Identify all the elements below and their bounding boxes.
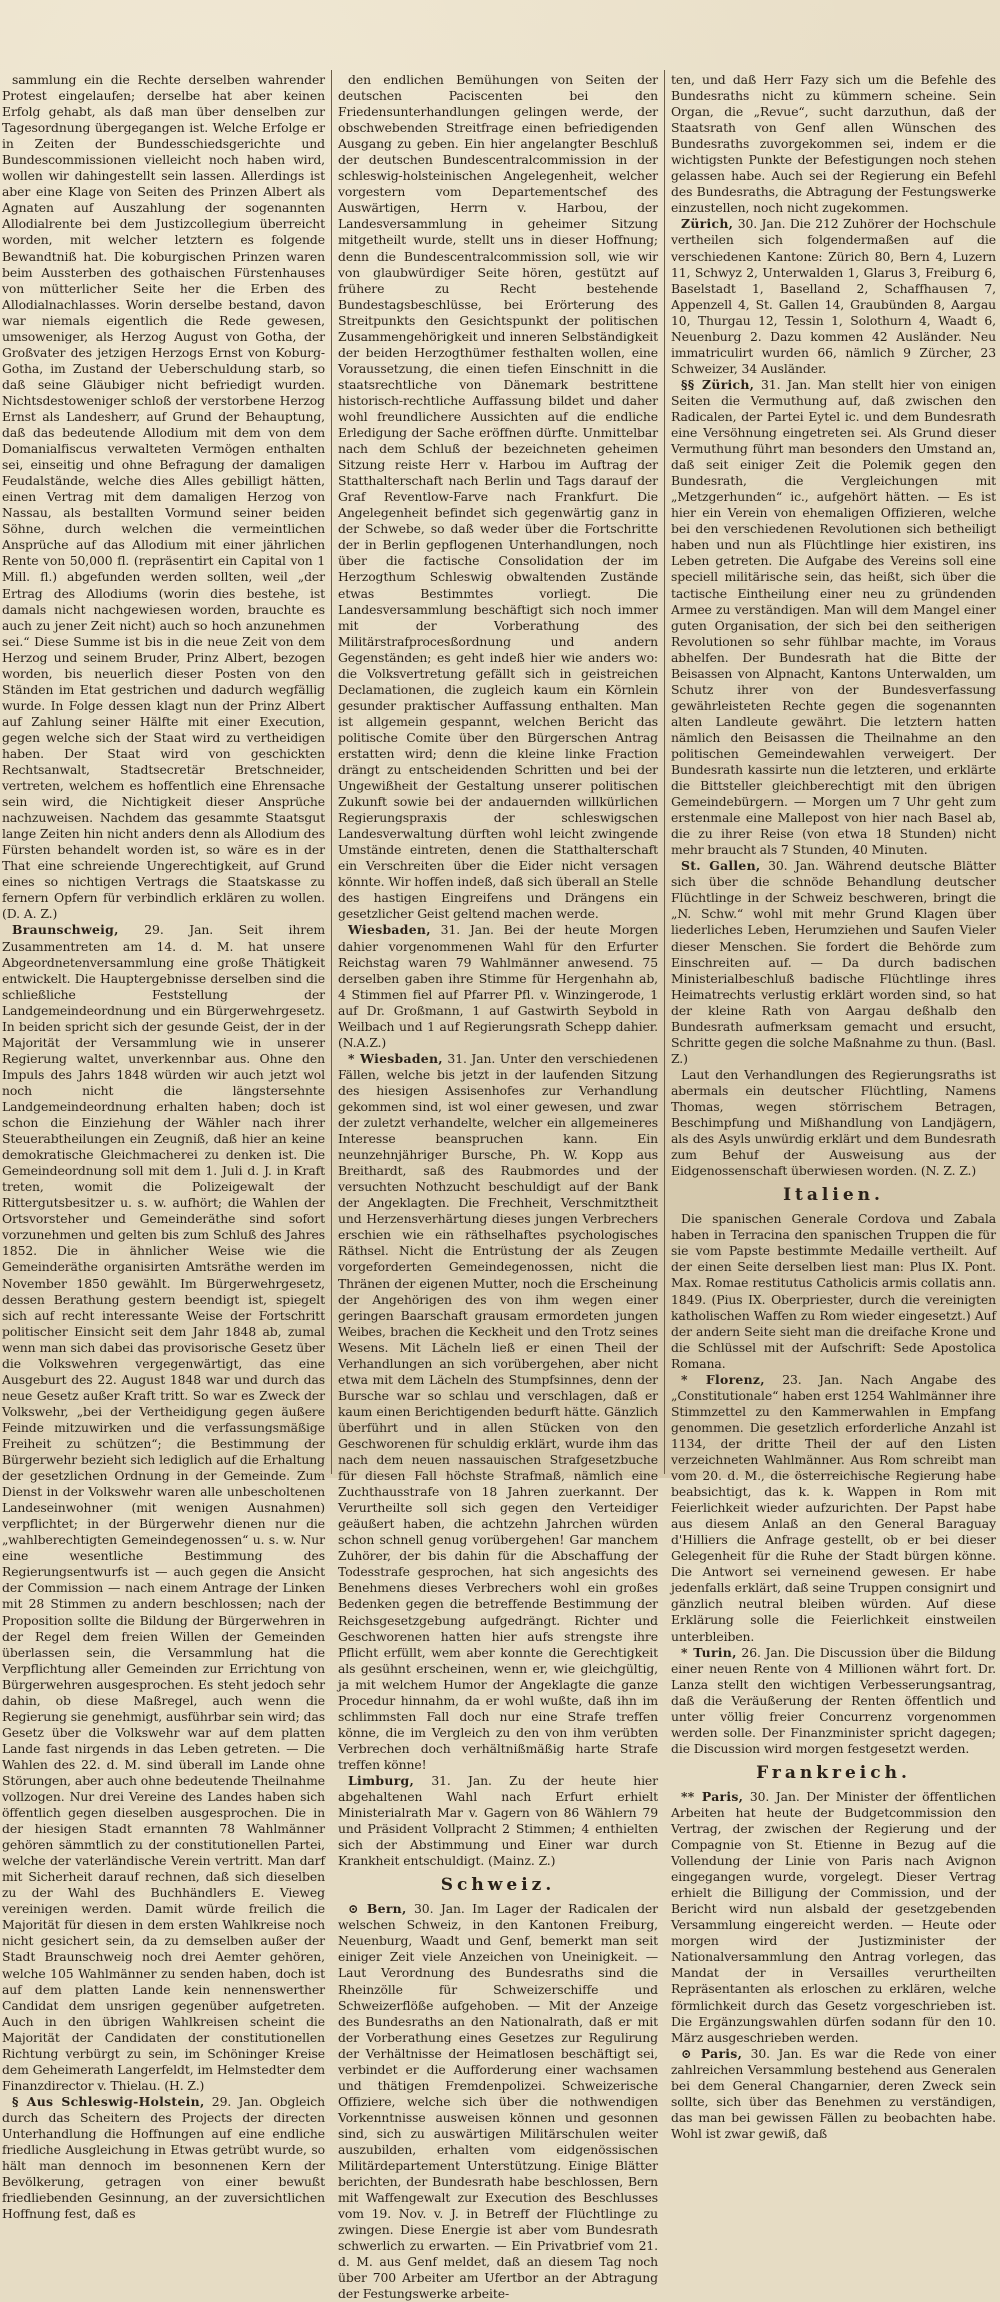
article-paragraph	[2, 922, 325, 2093]
article-text: 31. Jan. Zu der heute hier abgehaltenen Wahl nach Erfurt erhielt Ministerialrath Mar v. Gagern von 86 Wählern 79 und Präsident Vollpracht 2 Stimmen; 4 enthielten sich der Abstimmung und Einer war durch Krankheit entschuldigt. (Mainz. Z.)	[338, 1772, 658, 1869]
article-text: Laut den Verhandlungen des Regierungsraths ist abermals ein deutscher Flüchtling, Namens Thomas, wegen störrischem Betragen, Beschimpfung und Mißhandlung von Landjägern, als des Asyls unwürdig erklärt und dem Bundesrath zum Behuf der Ausweisung aus der Eidgenossenschaft überwiesen worden. (N. Z. Z.)	[671, 1066, 996, 1179]
article-text: 30. Jan. Es war die Rede von einer zahlreichen Versammlung bestehend aus Generalen bei dem General Changarnier, deren Zweck sein sollte, sich über das Benehmen zu verständigen, das man bei gewissen Fällen zu beobachten habe. Wohl ist zwar gewiß, daß	[671, 2045, 996, 2141]
article-text: 30. Jan. Im Lager der Radicalen der welschen Schweiz, in den Kantonen Freiburg, Neuenburg, Waadt und Genf, bemerkt man seit einiger Zeit viele Anzeichen von Uneinigkeit. — Laut Verordnung des Bundesraths sind die Rheinzölle für Schweizerschiffe und Schweizerflöße aufgehoben. — Mit der Anzeige des Bundesraths an den Nationalrath, daß er mit der Vorberathung eines Gesetzes zur Regulirung der Verhältnisse der Heimatlosen beschäftigt sei, verbindet er die Aufforderung einer wachsamen und thätigen Fremdenpolizei. Schweizerische Offiziere, welche sich über die nothwendigen Vorkenntnisse ausweisen können und gesonnen sind, sich zu auswärtigen Militärschulen weiter auszubilden, erhalten vom eidgenössischen Militärdepartement Unterstützung. Einige Blätter berichten, der Bundesrath habe beschlossen, Bern mit Waffengewalt zur Execution des Beschlusses vom 19. Nov. v. J. in Betreff der Flüchtlinge zu zwingen. Diese Energie ist aber vom Bundesrath schwerlich zu erwarten. — Ein Privatbrief vom 21. d. M. aus Genf meldet, daß an diesem Tag noch über 700 Arbeiter am Ufertbor an der Abtragung der Festungswerke arbeite-	[338, 1901, 658, 2302]
article-text: 23. Jan. Nach Angabe des „Constitutionale“ haben erst 1254 Wahlmänner ihre Stimmzettel zu den Kammerwahlen in Empfang genommen. Die gesetzlich erforderliche Anzahl ist 1134, der dritte Theil der auf den Listen verzeichneten Wahlmänner. Aus Rom schreibt man vom 20. d. M., die österreichische Regierung habe beabsichtigt, das k. k. Wappen in Rom mit Feierlichkeit wieder aufzurichten. Der Papst habe aus diesem Anlaß an den General Baraguay d'Hilliers die Anfrage gestellt, ob er bei dieser Gelegenheit für die Ruhe der Stadt bürgen könne. Die Antwort sei verneinend gewesen. Er habe jedenfalls erklärt, daß seine Truppen consignirt und gänzlich neutral bleiben würden. Auf diese Erklärung solle die Feierlichkeit einstweilen unterbleiben.	[671, 1371, 996, 1644]
column-3	[671, 72, 996, 2141]
article-paragraph	[338, 1773, 658, 1869]
article-text: 29. Jan. Seit ihrem Zusammentreten am 14. d. M. hat unsere Abgeordnetenversammlung eine große Thätigkeit entwickelt. Die Hauptergebnisse derselben sind die schließliche Feststellung der Landgemeindeordnung und ein Bürgerwehrgesetz. In beiden spricht sich der gesunde Geist, der in der Majorität der Versammlung wie in unserer Regierung waltet, unverkennbar aus. Ohne den Impuls des Jahrs 1848 würden wir auch jetzt wol noch nicht die längstersehnte Landgemeindeordnung erhalten haben; doch ist schon die Einziehung der Wähler nach ihrer Steuerabtheilungen ein Zeugniß, daß hier an keine demokratische Gleichmacherei zu denken ist. Die Gemeindeordnung soll mit dem 1. Juli d. J. in Kraft treten, womit die Polizeigewalt der Rittergutsbesitzer u. s. w. aufhört; die Wahlen der Ortsvorsteher und Gemeinderäthe sind sofort vorzunehmen und gelten bis zum Schluß des Jahres 1852. Die in ähnlicher Weise wie die Gemeinderäthe organisirten Amtsräthe werden im November 1850 gewählt. Im Bürgerwehrgesetz, dessen Berathung gestern beendigt ist, spiegelt sich auf recht interessante Weise der Fortschritt politischer Einsicht seit dem Jahr 1848 ab, zumal wenn man sich dabei das provisorische Gesetz über die Volkswehren vergegenwärtigt, das eine Ausgeburt des 22. August 1848 war und durch das neue Gesetz außer Kraft tritt. So war es Zweck der Volkswehr, „bei der Vertheidigung gegen äußere Feinde mitzuwirken und die verfassungsmäßige Freiheit zu schützen“; die Bestimmung der Bürgerwehr bezieht sich lediglich auf die Erhaltung der gesetzlichen Ordnung in der Gemeinde. Zum Dienst in der Volkswehr waren alle unbescholtenen Landeseinwohner (mit wenigen Ausnahmen) verpflichtet; in der Bürgerwehr dienen nur die „wahlberechtigten Gemeindegenossen“ u. s. w. Nur eine wesentliche Bestimmung des Regierungsentwurfs ist — auch gegen die Ansicht der Commission — nach einem Antrage der Linken mit 28 Stimmen zu andern beschlossen; nach der Proposition sollte die Bildung der Bürgerwehren in der Regel dem freien Willen der Gemeinden überlassen sein, die Versammlung hat die Verpflichtung aller Gemeinden zur Errichtung von Bürgerwehren ausgesprochen. Es steht jedoch sehr dahin, ob diese Maßregel, auch wenn die Regierung sie genehmigt, ausführbar sein wird; das Gesetz über die Volkswehr war auf dem platten Lande fast nirgends in das Leben getreten. — Die Wahlen des 22. d. M. sind überall im Lande ohne Störungen, aber auch ohne bedeutende Theilnahme vollzogen. Nur drei Vereine des Landes haben sich öffentlich gegen dieselben ausgesprochen. Die in der hiesigen Stadt ernannten 78 Wahlmänner gehören sämmtlich zu der constitutionellen Partei, welche der vaterländische Verein vertritt. Man darf mit Sicherheit darauf rechnen, daß sich dieselben zu der Wahl des Buchhändlers E. Vieweg vereinigen werden. Damit würde freilich die Majorität für diesen in dem ersten Wahlkreise noch nicht gesichert sein, da zu demselben außer der Stadt Braunschweig noch drei Aemter gehören, welche 105 Wahlmänner zu senden haben, doch ist auf dem platten Lande kein nennenswerther Candidat dem unsrigen gegenüber aufgetreten. Auch in den übrigen Wahlkreisen scheint die Majorität der Candidaten der constitutionellen Richtung verbürgt zu sein, im Schöninger Kreise dem Geheimerath Langerfeldt, im Helmstedter dem Finanzdirector v. Thielau. (H. Z.)	[2, 922, 325, 2093]
article-paragraph	[671, 377, 996, 858]
article-text: 30. Jan. Während deutsche Blätter sich über die schnöde Behandlung deutscher Flüchtlinge in der Schweiz beschweren, bringt die „N. Schw.“ wohl mit mehr Grund Klagen über liederliches Leben, Herumziehen und Saufen Vieler dieser Menschen. Sie fordert die Behörde zum Einschreiten auf. — Da durch badischen Ministerialbeschluß badische Flüchtlinge ihres Heimatrechts verlustig erklärt worden sind, so hat der kleine Rath von Aargau deßhalb den Bundesrath aufmerksam gemacht und ersucht, Schritte gegen die solche Maßnahme zu thun. (Basl. Z.)	[671, 858, 996, 1066]
dateline: Wiesbaden,	[348, 922, 431, 938]
dateline: § Aus Schleswig-Holstein,	[12, 2093, 205, 2109]
article-text: 31. Jan. Bei der heute Morgen dahier vorgenommenen Wahl für den Erfurter Reichstag waren 79 Wahlmänner anwesend. 75 derselben gaben ihre Stimme für Hergenhahn ab, 4 Stimmen fiel auf Pfarrer Pfl. v. Winzingerode, 1 auf Dr. Großmann, 1 auf Gastwirth Seybold in Weilbach und 1 auf Regierungsrath Schepp dahier. (N.A.Z.)	[338, 922, 658, 1050]
article-paragraph	[338, 1051, 658, 1773]
dateline: * Florenz,	[681, 1371, 765, 1387]
article-text: 26. Jan. Die Discussion über die Bildung einer neuen Rente von 4 Millionen währt fort. Dr. Lanza stellt den wichtigen Verbesserungsantrag, daß die Veräußerung der Renten öffentlich und unter völlig freier Concurrenz vorgenommen werden solle. Der Finanzminister spricht dagegen; die Discussion wird morgen festgesetzt werden.	[671, 1644, 996, 1756]
dateline: ** Paris,	[681, 1788, 744, 1804]
article-paragraph	[671, 1645, 996, 1757]
dateline: St. Gallen,	[681, 858, 761, 874]
dateline: Braunschweig,	[12, 922, 119, 938]
column-1	[2, 72, 325, 2222]
column-2	[338, 72, 658, 2302]
section-heading-schweiz: Schweiz.	[440, 1875, 556, 1896]
article-text: 30. Jan. Die 212 Zuhörer der Hochschule vertheilen sich folgendermaßen auf die verschiedenen Kantone: Zürich 80, Bern 4, Luzern 11, Schwyz 2, Unterwalden 1, Glarus 3, Freiburg 6, Baselstadt 1, Baselland 2, Schaffhausen 7, Appenzell 4, St. Gallen 14, Graubünden 8, Aargau 10, Thurgau 12, Tessin 1, Solothurn 4, Waadt 6, Neuenburg 2. Dazu kommen 42 Ausländer. Neu immatriculirt wurden 66, nämlich 9 Zürcher, 23 Schweizer, 34 Ausländer.	[671, 216, 996, 376]
dateline: ⊙ Bern,	[348, 1901, 407, 1917]
article-text: 31. Jan. Man stellt hier von einigen Seiten die Vermuthung auf, daß zwischen den Radicalen, der Partei Eytel ic. und dem Bundesrath eine Versöhnung eingetreten sei. Als Grund dieser Vermuthung führt man besonders den Umstand an, daß seit einiger Zeit die Polemik gegen den Bundesrath, die Vergleichungen mit „Metzgerhunden“ ic., aufgehört hätten. — Es ist hier ein Verein von ehemaligen Offizieren, welche bei den verschiedenen Revolutionen sich betheiligt haben und nun als Flüchtlinge hier existiren, ins Leben getreten. Die Aufgabe des Vereins soll eine speciell militärische sein, das heißt, sich über die tactische Eintheilung einer neu zu gründenden Armee zu verständigen. Man will dem Mangel einer guten Organisation, der sich bei den seitherigen Revolutionen so sehr fühlbar machte, im Voraus abhelfen. Der Bundesrath hat die Bitte der Beisassen von Alpnacht, Kantons Unterwalden, um Schutz ihrer von der Bundesverfassung gewährleisteten Rechte gegen die sogenannten alten Landleute gewährt. Die letztern hatten nämlich den Beisassen die Theilnahme an den politischen Gemeindewahlen verweigert. Der Bundesrath kassirte nun die letzteren, und erklärte die Bittsteller gleichberechtigt mit den übrigen Gemeindebürgern. — Morgen um 7 Uhr geht zum erstenmale eine Mallepost von hier nach Basel ab, die zu ihrer Reise (von etwa 18 Stunden) nicht mehr braucht als 7 Stunden, 40 Minuten.	[671, 376, 996, 858]
dateline: * Turin,	[681, 1644, 737, 1660]
section-heading-frankreich: Frankreich.	[756, 1762, 911, 1783]
dateline: Limburg,	[348, 1772, 415, 1788]
article-text: 29. Jan. Obgleich durch das Scheitern des Projects der directen Unterhandlung die Hoffnungen auf eine endliche friedliche Ausgleichung in Etwas getrübt wurde, so hält man dennoch im besonnenen Kern der Bevölkerung, getragen von einer bewußt friedliebenden Gesinnung, an der zuversichtlichen Hoffnung fest, daß es	[2, 2093, 325, 2222]
dateline: §§ Zürich,	[681, 376, 755, 392]
article-paragraph	[2, 2094, 325, 2222]
article-paragraph	[338, 1901, 658, 2302]
article-paragraph	[671, 2046, 996, 2142]
article-paragraph	[671, 216, 996, 376]
article-paragraph	[671, 858, 996, 1067]
article-text: 31. Jan. Unter den verschiedenen Fällen, welche bis jetzt in der laufenden Sitzung des hiesigen Assisenhofes zur Verhandlung gekommen sind, ist wol einer gewesen, und zwar der zuletzt verhandelte, welcher ein allgemeineres Interesse beanspruchen kann. Ein neunzehnjähriger Bursche, Ph. W. Kopp aus Breithardt, saß des Raubmordes und der versuchten Nothzucht beschuldigt auf der Bank der Angeklagten. Die Frechheit, Verschmitztheit und Herzensverhärtung dieses jungen Verbrechers erschien wie ein räthselhaftes psychologisches Räthsel. Nicht die Entrüstung der als Zeugen vorgeforderten Gemeindegenossen, nicht die Thränen der eigenen Mutter, noch die Erscheinung der Angehörigen des von ihm wegen einer geringen Baarschaft grausam ermordeten jungen Weibes, brachen die Keckheit und den Trotz seines Wesens. Mit Lächeln ließ er einen Theil der Verhandlungen an sich vorübergehen, aber nicht etwa mit dem Lächeln des Stumpfsinnes, denn der Bursche war so schlau und verschlagen, daß er kaum einen Berichtigenden bedurft hätte. Gänzlich überführt und in allen Stücken von den Geschworenen für schuldig erklärt, wurde ihm das nach dem neuen nassauischen Strafgesetzbuche für diesen Fall höchste Strafmaß, nämlich eine Zuchthausstrafe von 18 Jahren zuerkannt. Der Verurtheilte soll sich gegen den Verteidiger geäußert haben, die achtzehn Jahrchen würden schon schnell genug vorübergehen! Gar manchem Zuhörer, der bis dahin für die Abschaffung der Todesstrafe gesprochen, hat sich angesichts des Benehmens dieses Verbrechers wohl ein großes Bedenken gegen die betreffende Bestimmung der Reichsgesetzgebung aufgedrängt. Richter und Geschworenen hatten hier aufs strengste ihre Pflicht erfüllt, wem aber konnte die Gerechtigkeit als gesühnt erscheinen, wenn er, wie gleichgültig, ja mit welchem Humor der Angeklagte die ganze Procedur hinnahm, da er wohl wußte, daß ihn im schlimmsten Fall doch nur eine Strafe treffen könne, die im Vergleich zu den von ihm verübten Verbrechen doch verhältnißmäßig harte Strafe treffen könne!	[338, 1050, 658, 1772]
dateline: Zürich,	[681, 216, 734, 232]
article-paragraph	[671, 1372, 996, 1645]
article-text: den endlichen Bemühungen von Seiten der deutschen Paciscenten bei den Friedensunterhandlungen gelingen werde, der obschwebenden Streitfrage einen befriedigenden Ausgang zu geben. Ein hier angelangter Beschluß der deutschen Bundescentralcommission in der schleswig-holsteinischen Angelegenheit, welcher vorgestern vom Departementschef des Auswärtigen, Herrn v. Harbou, der Landesversammlung in geheimer Sitzung mitgetheilt wurde, stellt uns in dieser Hoffnung; denn die Bundescentralcommission soll, wie wir von glaubwürdiger Seite hören, gestützt auf frühere zu Recht bestehende Bundestagsbeschlüsse, bei Erörterung des Streitpunkts den Gesichtspunkt der politischen Zusammengehörigkeit und inneren Selbständigkeit der beiden Herzogthümer festhalten wollen, eine Voraussetzung, die einen tiefen Einschnitt in die staatsrechtliche von Dänemark bestrittene historisch-rechtliche Auffassung bildet und daher wohl freundlichere Aussichten auf die endliche Erledigung der Sache eröffnen dürfte. Unmittelbar nach dem Schluß der bezeichneten geheimen Sitzung reiste Herr v. Harbou im Auftrag der Statthalterschaft nach Berlin und Tags darauf der Graf Reventlow-Farve nach Frankfurt. Die Angelegenheit befindet sich gegenwärtig ganz in der Schwebe, so daß weder über die Fortschritte der in Berlin gepflogenen Unterhandlungen, noch über die factische Consolidation der im Herzogthum Schleswig obwaltenden Zustände etwas Bestimmtes vorliegt. Die Landesversammlung beschäftigt sich noch immer mit der Vorberathung des Militärstrafprocesßordnung und andern Gegenständen; es geht indeß hier wie anders wo: die Volksvertretung gefällt sich in geistreichen Declamationen, die zugleich kaum ein Körnlein gesunder praktischer Auffassung enthalten. Man ist allgemein gespannt, welchen Bericht das politische Comite über den Bürgerschen Antrag erstatten wird; denn die kleine linke Fraction drängt zu entscheidenden Schritten und bei der Ungewißheit der Gestaltung unserer politischen Zukunft sowie bei der andauernden willkürlichen Regierungspraxis der schleswigschen Landesverwaltung dürften wohl leicht zwingende Umstände eintreten, denen die Statthalterschaft ein Verschreiten über die Eider nicht versagen könnte. Wir hoffen indeß, daß sich überall an Stelle des hastigen Eingreifens und Drängens ein gesetzlicher Geist geltend machen werde.	[338, 72, 658, 922]
article-text: 30. Jan. Der Minister der öffentlichen Arbeiten hat heute der Budgetcommission den Vertrag, der zwischen der Regierung und der Compagnie von St. Etienne in Bezug auf die Vollendung der Linie von Paris nach Avignon eingegangen wurde, vorgelegt. Dieser Vertrag erhielt die Billigung der Commission, und der Bericht wird nun alsbald der gesetzgebenden Versammlung eingereicht werden. — Heute oder morgen wird der Justizminister der Nationalversammlung den Antrag vorlegen, das Mandat der in Versailles verurtheilten Repräsentanten als erloschen zu erklären, welche förmlichkeit durch das Gesetz vorgeschrieben ist. Die Ergänzungswahlen dürfen sodann für den 10. März ausgeschrieben werden.	[671, 1788, 996, 2045]
column-rule	[331, 70, 332, 1474]
article-text: sammlung ein die Rechte derselben wahrender Protest eingelaufen; derselbe hat aber keinen Erfolg gehabt, als daß man über denselben zur Tagesordnung übergegangen ist. Welche Erfolge er in Zeiten der Bundesschiedsgerichte und Bundescommissionen vielleicht noch haben wird, wollen wir dahingestellt sein lassen. Allerdings ist aber eine Klage von Seiten des Prinzen Albert als Agnaten auf Auszahlung der sogenannten Allodialrente bei dem Justizcollegium überreicht worden, mit welcher letztern es folgende Bewandtniß hat. Die koburgischen Prinzen waren beim Aussterben des gothaischen Fürstenhauses von mütterlicher Seite her die Erben des Allodialnachlasses. Worin derselbe bestand, davon war niemals eigentlich die Rede gewesen, umsoweniger, als Herzog August von Gotha, der Großvater des jetzigen Herzogs Ernst von Koburg-Gotha, im Zustand der Ueberschuldung starb, so daß seine Gläubiger nicht befriedigt wurden. Nichtsdestoweniger schloß der verstorbene Herzog Ernst als Landesherr, auf Grund der Behauptung, daß das bedeutende Allodium mit dem von dem Domanialfiscus verwalteten Vermögen enthalten sei, einseitig und ohne Befragung der damaligen Feudalstände, welche dies Alles gebilligt hätten, einen Vertrag mit dem damaligen Herzog von Nassau, als bestallten Vormund seiner beiden Söhne, durch welchen die vermeintlichen Ansprüche auf das Allodium mit einer jährlichen Rente von 50,000 fl. (repräsentirt ein Capital von 1 Mill. fl.) abgefunden werden sollten, weil „der Ertrag des Allodiums (worin dies bestehe, ist damals nicht nachgewiesen worden, brauchte es auch zu jener Zeit nicht) auch so hoch anzunehmen sei.“ Diese Summe ist bis in die neue Zeit von dem Herzog und seinem Bruder, Prinz Albert, bezogen worden, bis neuerlich dieser Posten von den Ständen im Etat gestrichen und dadurch wegfällig wurde. In Folge dessen klagt nun der Prinz Albert auf Zahlung seiner Hälfte mit einer Execution, gegen welche sich der Staat wird zu vertheidigen haben. Der Staat wird von geschickten Rechtsanwalt, Stadtsecretär Bretschneider, vertreten, welchem es hoffentlich eine Ehrensache sein wird, die Nichtigkeit dieser Ansprüche nachzuweisen. Nachdem das gesammte Staatsgut lange Zeiten hin nicht anders denn als Allodium des Fürsten behandelt worden ist, so wäre es in der That eine schreiende Ungerechtigkeit, auf Grund eines so nichtigen Vertrags die Staatskasse zu fernern Opfern für verbindlich erklären zu wollen. (D. A. Z.)	[2, 72, 325, 922]
article-text: Die spanischen Generale Cordova und Zabala haben in Terracina den spanischen Truppen die für sie vom Papste bestimmte Medaille vertheilt. Auf der einen Seite derselben liest man: Plus IX. Pont. Max. Romae restitutus Catholicis armis collatis ann. 1849. (Pius IX. Oberpriester, durch die vereinigten katholischen Waffen zu Rom wieder eingesetzt.) Auf der andern Seite sieht man die dreifache Krone und die Schlüssel mit der Aufschrift: Sede Apostolica Romana.	[671, 1211, 996, 1371]
column-rule	[664, 70, 665, 1474]
article-paragraph	[671, 1789, 996, 2046]
dateline: * Wiesbaden,	[348, 1050, 443, 1066]
section-heading-italien: Italien.	[783, 1185, 884, 1206]
dateline: ⊙ Paris,	[681, 2045, 743, 2061]
article-text: ten, und daß Herr Fazy sich um die Befehle des Bundesraths nicht zu kümmern scheine. Sein Organ, die „Revue“, sucht darzuthun, daß der Staatsrath von Genf allen Wünschen des Bundesraths zuvorgekommen sei, indem er die wichtigsten Punkte der Befestigungen noch stehen gelassen habe. Auch sei der Regierung ein Befehl des Bundesraths, die Abtragung der Festungswerke einzustellen, noch nicht zugekommen.	[671, 72, 996, 216]
article-paragraph	[338, 922, 658, 1050]
